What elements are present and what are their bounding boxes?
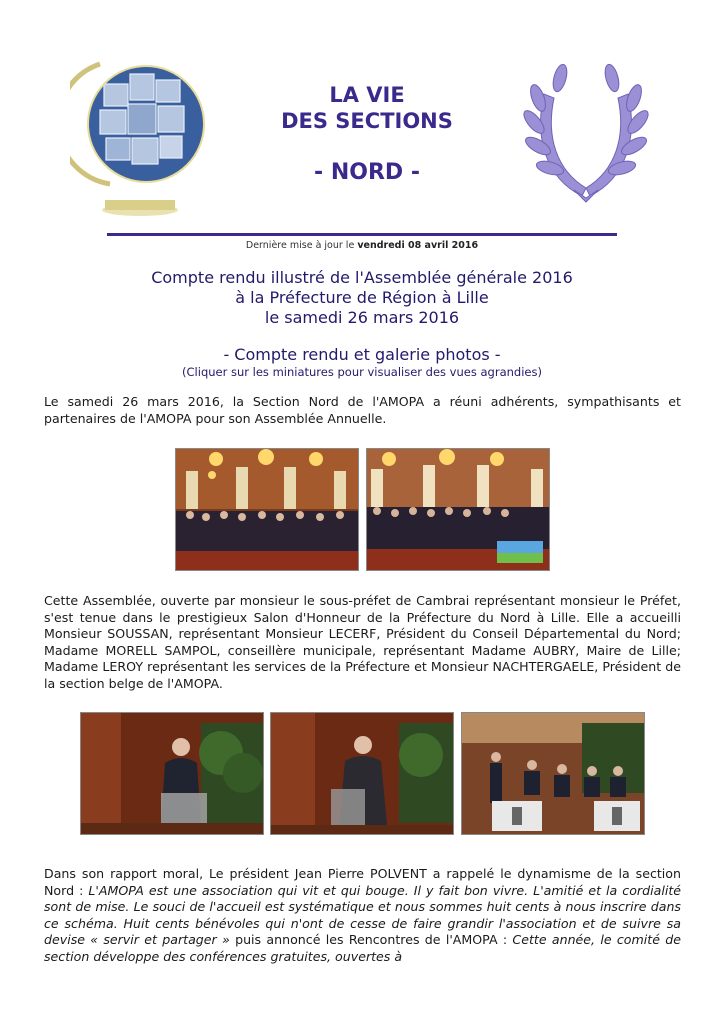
headline-line-2: à la Préfecture de Région à Lille <box>235 288 489 307</box>
update-prefix: Dernière mise à jour le <box>245 240 358 251</box>
paragraph-moral-report <box>44 866 681 965</box>
moral-report-quote-2: Cette année, le comité de section développe des conférences gratuites, ouvertes à <box>44 932 682 964</box>
paragraph-intro: Le samedi 26 mars 2016, la Section Nord de l'AMOPA a réuni adhérents, sympathisants et partenaires de l'AMOPA pour son Assemblée Annuelle. <box>44 394 681 426</box>
report-headline <box>60 268 664 328</box>
photo-thumbnail-panel[interactable] <box>461 712 645 835</box>
moral-report-text-2: puis annoncé les Rencontres de l'AMOPA : <box>229 932 513 947</box>
photo-thumbnail-audience-2[interactable] <box>366 448 550 571</box>
photo-thumbnail-speaker-1[interactable] <box>80 712 264 835</box>
moral-report-text-1: Dans son rapport moral, Le président Jean Pierre POLVENT a rappelé le dynamisme de la section Nord : <box>44 866 681 898</box>
update-date: vendredi 08 avril 2016 <box>357 240 479 251</box>
photo-thumbnail-speaker-2[interactable] <box>270 712 454 835</box>
paragraph-assembly: Cette Assemblée, ouverte par monsieur le sous-préfet de Cambrai représentant monsieur le Préfet, s'est tenue dans le prestigieux Salon d'Honneur de la Préfecture du Nord à Lille. Elle a accueilli Monsieur SOUSSAN, représentant Monsieur LECERF, Président du Conseil Départemental du Nord; Madame MORELL SAMPOL, conseillère municipale, représentant Madame AUBRY, Maire de Lille; Madame LEROY représentant les services de la Préfecture et Monsieur NACHTERGAELE, Président de la section belge de l'AMOPA. <box>44 593 681 691</box>
headline-line-3: le samedi 26 mars 2016 <box>264 308 460 327</box>
section-title <box>236 82 498 186</box>
header-divider <box>107 233 617 236</box>
headline-line-1: Compte rendu illustré de l'Assemblée générale 2016 <box>151 268 573 287</box>
moral-report-quote: L'AMOPA est une association qui vit et qui bouge. Il y fait bon vivre. L'amitié et la cordialité sont de mise. Le souci de l'accueil est systématique et nous sommes huit cents à nous inscrire dans ce schéma. Huit cents bénévoles qui n'ont de cesse de faire grandir l'association et de suivre sa devise « servir et partager » <box>44 882 681 947</box>
title-line-2: DES SECTIONS <box>281 109 453 133</box>
last-update <box>107 240 617 251</box>
palm-wreath-emblem <box>516 58 656 208</box>
gallery-title: - Compte rendu et galerie photos - <box>223 345 501 364</box>
title-line-1: LA VIE <box>329 83 405 107</box>
gallery-note: (Cliquer sur les miniatures pour visualiser des vues agrandies) <box>182 365 542 379</box>
title-line-3: - NORD - <box>314 160 420 185</box>
globe-logo <box>70 44 210 219</box>
photo-thumbnail-audience-1[interactable] <box>175 448 359 571</box>
